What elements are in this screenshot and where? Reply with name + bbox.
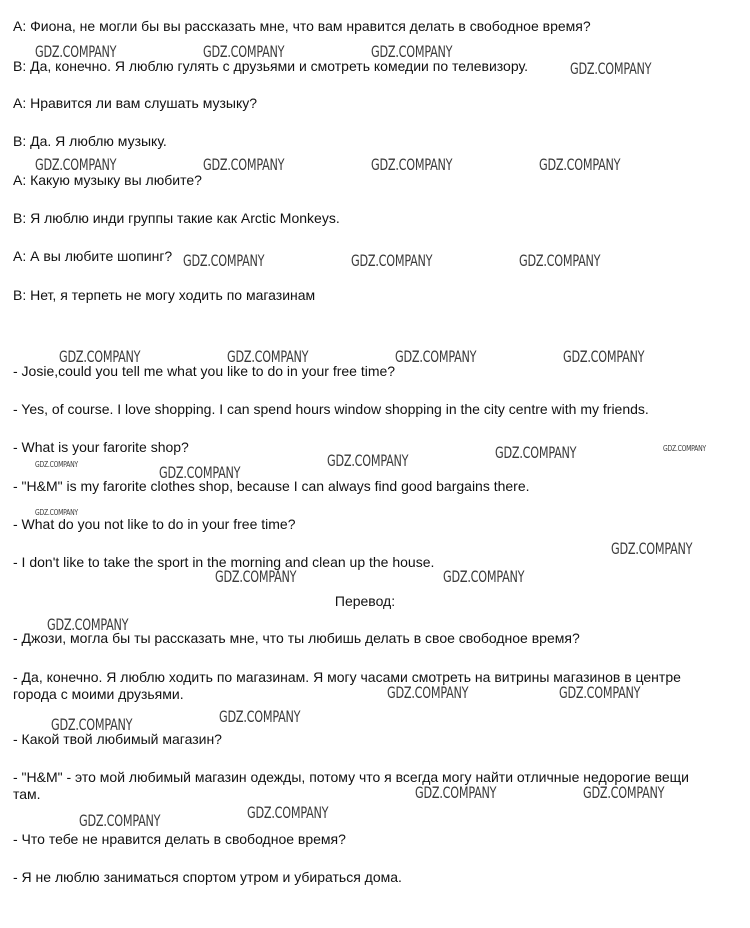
watermark: GDZ.COMPANY: [227, 347, 309, 366]
watermark: GDZ.COMPANY: [583, 783, 665, 802]
dialog2-line-6: - I don't like to take the sport in the morning and clean up the house.: [13, 554, 435, 570]
watermark: GDZ.COMPANY: [387, 683, 469, 702]
watermark: GDZ.COMPANY: [415, 783, 497, 802]
watermark: GDZ.COMPANY: [35, 42, 117, 61]
watermark: GDZ.COMPANY: [563, 347, 645, 366]
dialog1-line-7: A: А вы любите шопинг?: [13, 248, 173, 264]
translation-line-5: - Что тебе не нравится делать в свободное время?: [13, 831, 346, 847]
watermark: GDZ.COMPANY: [663, 444, 706, 453]
translation-line-1: - Джози, могла бы ты рассказать мне, что ты любишь делать в свое свободное время?: [13, 630, 580, 646]
dialog1-line-3: A: Нравится ли вам слушать музыку?: [13, 95, 258, 111]
watermark: GDZ.COMPANY: [443, 567, 525, 586]
translation-line-4: - "H&M" - это мой любимый магазин одежды, потому что я всегда могу найти отличные недорогие вещи там.: [13, 769, 689, 802]
watermark: GDZ.COMPANY: [59, 347, 141, 366]
translation-line-2: - Да, конечно. Я люблю ходить по магазинам. Я могу часами смотреть на витрины магазинов в центре города с моими друзьями.: [13, 669, 681, 702]
watermark: GDZ.COMPANY: [559, 683, 641, 702]
watermark: GDZ.COMPANY: [570, 59, 652, 78]
watermark: GDZ.COMPANY: [35, 460, 78, 469]
dialog2-line-1: - Josie,could you tell me what you like to do in your free time?: [13, 363, 396, 379]
dialog1-line-4: B: Да. Я люблю музыку.: [13, 133, 167, 149]
watermark: GDZ.COMPANY: [219, 707, 301, 726]
watermark: GDZ.COMPANY: [35, 508, 78, 517]
translation-heading: Перевод:: [334, 593, 396, 609]
watermark: GDZ.COMPANY: [183, 251, 265, 270]
watermark: GDZ.COMPANY: [371, 155, 453, 174]
dialog2-line-4: - "H&M" is my farorite clothes shop, because I can always find good bargains there.: [13, 478, 530, 494]
watermark: GDZ.COMPANY: [51, 715, 133, 734]
watermark: GDZ.COMPANY: [203, 42, 285, 61]
watermark: GDZ.COMPANY: [395, 347, 477, 366]
watermark: GDZ.COMPANY: [351, 251, 433, 270]
watermark: GDZ.COMPANY: [159, 463, 241, 482]
watermark: GDZ.COMPANY: [247, 803, 329, 822]
dialog1-line-8: B: Нет, я терпеть не могу ходить по магазинам: [13, 287, 316, 303]
watermark: GDZ.COMPANY: [215, 567, 297, 586]
watermark: GDZ.COMPANY: [327, 451, 409, 470]
dialog2-line-2: - Yes, of course. I love shopping. I can spend hours window shopping in the city centre with my friends.: [13, 401, 649, 417]
translation-line-3: - Какой твой любимый магазин?: [13, 731, 222, 747]
dialog1-line-2: B: Да, конечно. Я люблю гулять с друзьями и смотреть комедии по телевизору.: [13, 58, 528, 74]
watermark: GDZ.COMPANY: [519, 251, 601, 270]
watermark: GDZ.COMPANY: [35, 155, 117, 174]
dialog1-line-6: B: Я люблю инди группы такие как Arctic Monkeys.: [13, 210, 340, 226]
watermark: GDZ.COMPANY: [539, 155, 621, 174]
watermark: GDZ.COMPANY: [495, 443, 577, 462]
dialog1-line-1: A: Фиона, не могли бы вы рассказать мне, что вам нравится делать в свободное время?: [13, 18, 591, 34]
translation-line-6: - Я не люблю заниматься спортом утром и убираться дома.: [13, 869, 402, 885]
watermark: GDZ.COMPANY: [47, 615, 129, 634]
dialog2-line-5: - What do you not like to do in your free time?: [13, 516, 296, 532]
dialog2-line-3: - What is your farorite shop?: [13, 439, 189, 455]
watermark: GDZ.COMPANY: [371, 42, 453, 61]
watermark: GDZ.COMPANY: [79, 811, 161, 830]
watermark: GDZ.COMPANY: [203, 155, 285, 174]
dialog1-line-5: A: Какую музыку вы любите?: [13, 172, 202, 188]
watermark: GDZ.COMPANY: [611, 539, 693, 558]
